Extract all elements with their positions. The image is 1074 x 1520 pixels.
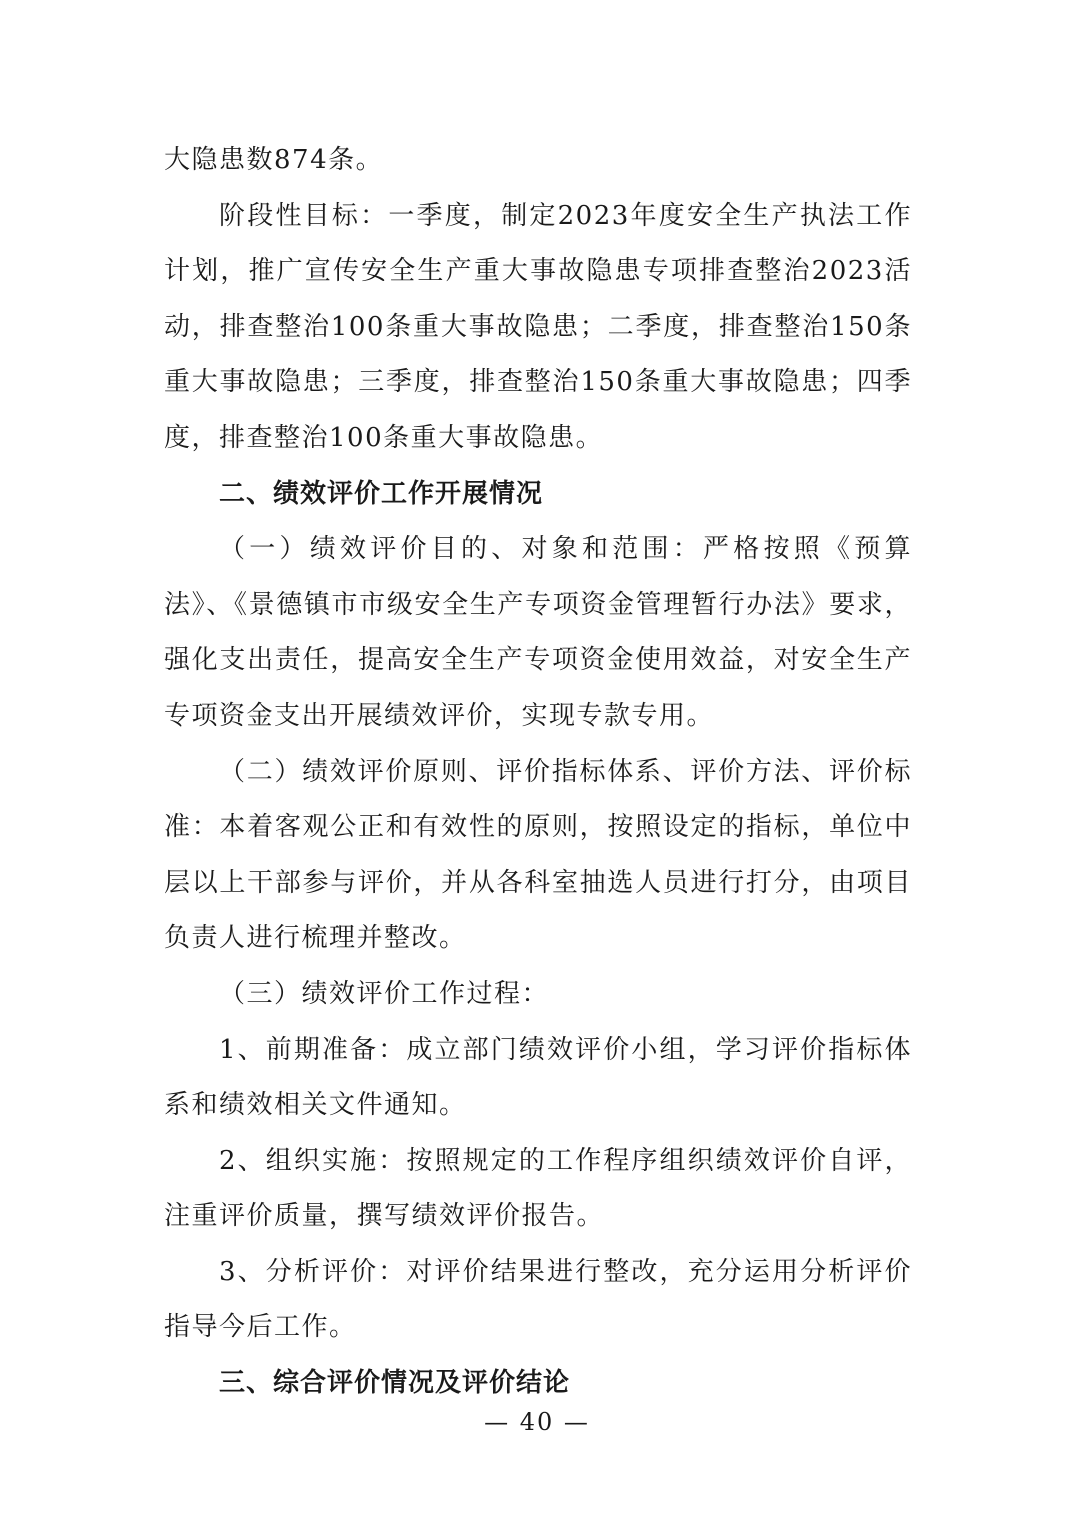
paragraph: 2、组织实施：按照规定的工作程序组织绩效评价自评，注重评价质量，撰写绩效评价报告。 (164, 1145, 912, 1232)
paragraph: 3、分析评价：对评价结果进行整改，充分运用分析评价指导今后工作。 (164, 1256, 912, 1343)
paragraph: （三）绩效评价工作过程： (219, 978, 550, 1009)
page-number: — 40 — (484, 1408, 590, 1436)
paragraph: 阶段性目标：一季度，制定2023年度安全生产执法工作计划，推广宣传安全生产重大事故隐患专项排查整治2023活动，排查整治100条重大事故隐患；二季度，排查整治150条重大事故隐患；三季度，排查整治150条重大事故隐患；四季度，排查整治100条重大事故隐患。 (164, 200, 912, 453)
section-heading: 三、综合评价情况及评价结论 (219, 1368, 571, 1399)
section-heading: 二、绩效评价工作开展情况 (219, 478, 544, 509)
paragraph: 大隐患数874条。 (164, 145, 384, 175)
paragraph: （二）绩效评价原则、评价指标体系、评价方法、评价标准：本着客观公正和有效性的原则，按照设定的指标，单位中层以上干部参与评价，并从各科室抽选人员进行打分，由项目负责人进行梳理并整改。 (164, 756, 912, 954)
paragraph: 1、前期准备：成立部门绩效评价小组，学习评价指标体系和绩效相关文件通知。 (164, 1034, 912, 1121)
document-body (164, 133, 912, 1412)
paragraph: （一）绩效评价目的、对象和范围：严格按照《预算法》、《景德镇市市级安全生产专项资金管理暂行办法》要求，强化支出责任，提高安全生产专项资金使用效益，对安全生产专项资金支出开展绩效评价，实现专款专用。 (164, 534, 912, 731)
